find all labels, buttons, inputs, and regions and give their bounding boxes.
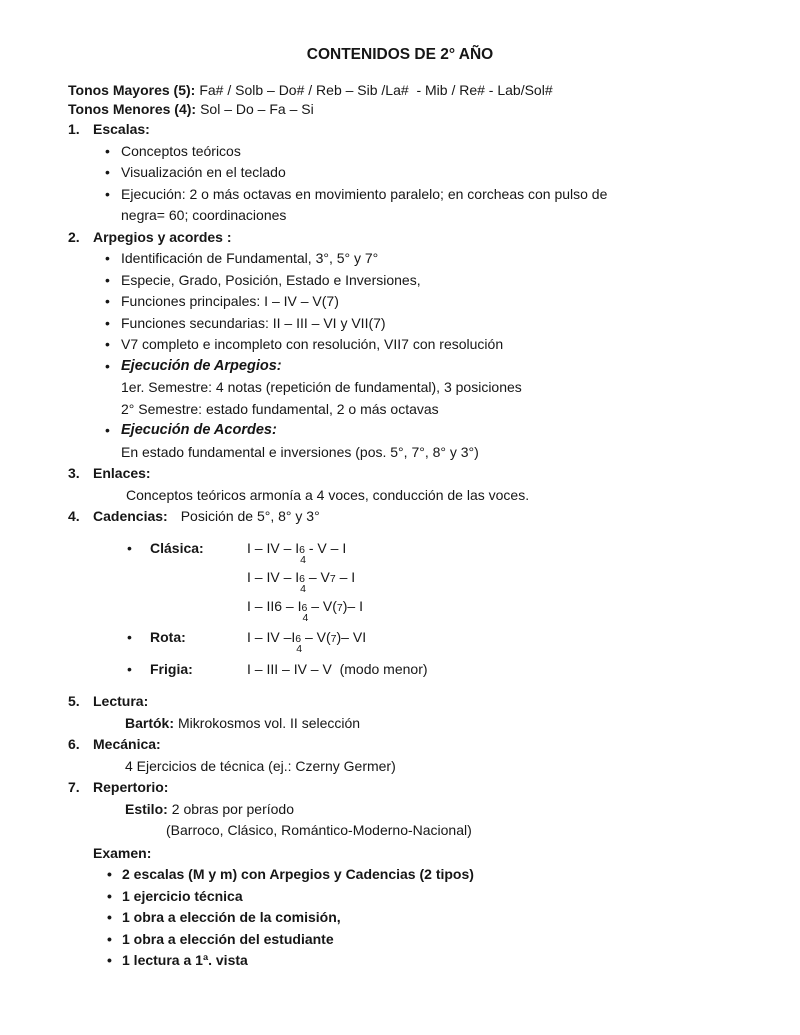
bullet-text: Especie, Grado, Posición, Estado e Inversiones, xyxy=(121,271,421,288)
lectura-author: Bartók: xyxy=(125,714,175,731)
exec-acordes-heading: Ejecución de Acordes: xyxy=(121,422,277,438)
section-heading: Escalas: xyxy=(93,121,150,137)
section-number: 5. xyxy=(68,693,80,709)
chord-progression: I – IV – I6 4 – V7 – I xyxy=(247,568,356,595)
exec-arpegios-line: 1er. Semestre: 4 notas (repetición de fundamental), 3 posiciones xyxy=(121,379,522,395)
list-item xyxy=(68,313,732,335)
bullet-icon xyxy=(105,248,121,270)
cadences-block xyxy=(68,538,732,681)
chord-progression: I – III – IV – V (modo menor) xyxy=(247,660,428,677)
figure-seven: 7 xyxy=(329,572,336,585)
bullet-icon xyxy=(105,334,121,356)
examen-item xyxy=(68,929,732,951)
bullet-text: Funciones principales: I – IV – V(7) xyxy=(121,293,339,309)
bullet-icon xyxy=(105,291,121,313)
figure-six-four: 6 4 xyxy=(301,601,309,624)
bullet-icon xyxy=(127,538,150,625)
cadence-formulas xyxy=(247,538,363,625)
style-label: Estilo: xyxy=(125,800,168,817)
bullet-icon xyxy=(105,141,121,163)
cadence-frigia xyxy=(68,659,732,681)
figure-six-four: 6 4 xyxy=(295,632,303,655)
bullet-text: V7 completo e incompleto con resolución, VII7 con resolución xyxy=(121,336,504,352)
tonos-menores-line xyxy=(68,100,732,119)
section-mecanica-heading xyxy=(68,734,732,756)
bullet-icon xyxy=(127,659,150,681)
section-enlaces-heading xyxy=(68,463,732,485)
section-number: 2. xyxy=(68,228,80,245)
list-item xyxy=(68,270,732,292)
cadence-rota xyxy=(68,627,732,656)
bullet-icon xyxy=(105,313,121,335)
section-number: 6. xyxy=(68,736,80,752)
bullet-text: Funciones secundarias: II – III – VI y VII(7) xyxy=(121,314,386,331)
exec-arpegios-heading: Ejecución de Arpegios: xyxy=(121,357,282,374)
lectura-work: Mikrokosmos vol. II selección xyxy=(178,714,361,731)
examen-heading: Examen: xyxy=(93,844,152,861)
lectura-body xyxy=(125,713,732,735)
cadence-label: Clásica: xyxy=(150,539,204,556)
examen-item-text: 1 obra a elección de la comisión, xyxy=(122,909,341,925)
examen-item xyxy=(68,907,732,929)
bullet-icon xyxy=(107,886,122,908)
section-repertorio-heading xyxy=(68,777,732,799)
bullet-text: Ejecución: 2 o más octavas en movimiento paralelo; en corcheas con pulso de xyxy=(121,185,608,202)
tonos-mayores-value: Fa# / Solb – Do# / Reb – Sib /La# - Mib / Re# - Lab/Sol# xyxy=(199,82,553,98)
exec-acordes-line: En estado fundamental e inversiones (pos. 5°, 7°, 8° y 3°) xyxy=(121,443,479,460)
cadence-clasica xyxy=(68,538,732,625)
bullet-icon xyxy=(107,864,122,886)
examen-item xyxy=(68,950,732,972)
bullet-text: Visualización en el teclado xyxy=(121,164,286,180)
section-number: 7. xyxy=(68,779,80,795)
examen-item-text: 1 ejercicio técnica xyxy=(122,887,243,904)
section-heading: Enlaces: xyxy=(93,465,151,481)
examen-item-text: 1 lectura a 1ª. vista xyxy=(122,952,248,968)
section-cadencias-heading xyxy=(68,506,732,528)
bullet-text: Conceptos teóricos xyxy=(121,142,241,159)
bullet-icon xyxy=(107,929,122,951)
bullet-text: Identificación de Fundamental, 3°, 5° y 7° xyxy=(121,250,379,266)
section-heading: Mecánica: xyxy=(93,736,161,752)
chord-progression: I – IV –I6 4 – V(7)– VI xyxy=(247,628,367,655)
bullet-icon xyxy=(105,270,121,292)
tonos-mayores-label: Tonos Mayores (5): xyxy=(68,82,196,98)
bullet-icon xyxy=(105,356,121,378)
section-heading: Repertorio: xyxy=(93,779,169,795)
list-item xyxy=(68,334,732,356)
list-item xyxy=(68,248,732,270)
list-item xyxy=(68,162,732,184)
bullet-icon xyxy=(105,162,121,184)
chord-progression: I – II6 – I6 4 – V(7)– I xyxy=(247,597,363,624)
section-heading: Arpegios y acordes : xyxy=(93,228,232,245)
list-item xyxy=(68,291,732,313)
examen-item xyxy=(68,864,732,886)
repertorio-style-line xyxy=(125,799,732,821)
exec-acordes-item xyxy=(68,420,732,442)
bullet-icon xyxy=(105,184,121,206)
cadence-label: Rota: xyxy=(150,628,186,645)
section-heading: Cadencias: xyxy=(93,508,168,524)
section-escalas-heading xyxy=(68,119,732,141)
tonality-intro xyxy=(68,81,732,119)
exec-arpegios-line: 2° Semestre: estado fundamental, 2 o más octavas xyxy=(121,400,439,417)
cadencias-subtitle: Posición de 5°, 8° y 3° xyxy=(180,508,320,524)
tonos-menores-label: Tonos Menores (4): xyxy=(68,101,197,117)
page-title: CONTENIDOS DE 2° AÑO xyxy=(306,46,494,63)
enlaces-body: Conceptos teóricos armonía a 4 voces, conducción de las voces. xyxy=(126,486,530,503)
examen-item-text: 2 escalas (M y m) con Arpegios y Cadencias (2 tipos) xyxy=(122,866,474,882)
cadence-label: Frigia: xyxy=(150,660,193,677)
examen-block xyxy=(68,843,732,972)
repertorio-style-detail: (Barroco, Clásico, Romántico-Moderno-Nacional) xyxy=(166,822,472,838)
exec-arpegios-item xyxy=(68,356,732,378)
figure-six-four: 6 4 xyxy=(299,572,306,595)
tonos-mayores-line xyxy=(68,81,732,100)
bullet-icon xyxy=(105,420,121,442)
bullet-continuation: negra= 60; coordinaciones xyxy=(121,207,287,223)
figure-six-four: 6 4 xyxy=(299,543,306,566)
section-lectura-heading xyxy=(68,691,732,713)
bullet-icon xyxy=(107,907,122,929)
figure-seven: 7 xyxy=(330,632,337,645)
section-number: 3. xyxy=(68,465,80,481)
list-item xyxy=(68,141,732,163)
examen-item-text: 1 obra a elección del estudiante xyxy=(122,930,334,947)
chord-progression: I – IV – I6 4 - V – I xyxy=(247,539,347,566)
style-value: 2 obras por período xyxy=(171,800,294,817)
section-heading: Lectura: xyxy=(93,693,149,709)
tonos-menores-value: Sol – Do – Fa – Si xyxy=(200,101,314,117)
section-number: 4. xyxy=(68,508,80,524)
bullet-icon xyxy=(127,627,150,656)
list-item xyxy=(68,184,732,206)
mecanica-body: 4 Ejercicios de técnica (ej.: Czerny Germer) xyxy=(125,757,396,774)
bullet-icon xyxy=(107,950,122,972)
section-number: 1. xyxy=(68,121,80,137)
examen-item xyxy=(68,886,732,908)
section-arpegios-heading xyxy=(68,227,732,249)
figure-seven: 7 xyxy=(336,601,343,614)
